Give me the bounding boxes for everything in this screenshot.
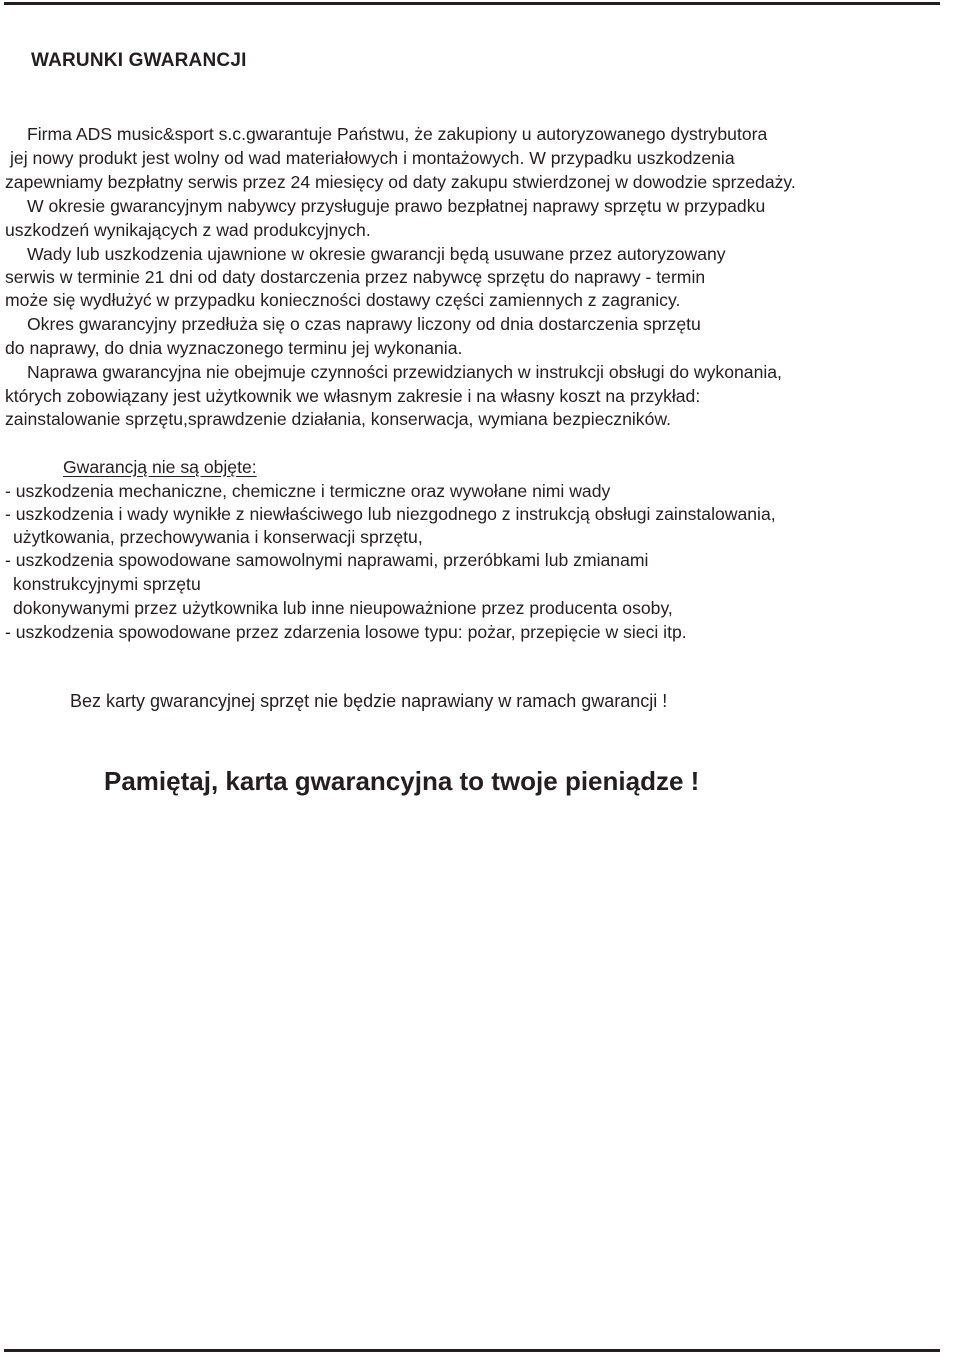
exclusion-item: - uszkodzenia mechaniczne, chemiczne i termiczne oraz wywołane nimi wady bbox=[5, 481, 611, 501]
terms-line: których zobowiązany jest użytkownik we własnym zakresie i na własny koszt na przykład: bbox=[5, 386, 701, 406]
exclusion-item: dokonywanymi przez użytkownika lub inne nieupoważnione przez producenta osoby, bbox=[13, 598, 673, 618]
exclusion-item: - uszkodzenia spowodowane samowolnymi naprawami, przeróbkami lub zmianami bbox=[5, 550, 649, 570]
bottom-rule bbox=[4, 1349, 940, 1352]
terms-line: zapewniamy bezpłatny serwis przez 24 miesięcy od daty zakupu stwierdzonej w dowodzie sprzedaży. bbox=[5, 172, 796, 192]
exclusion-item: konstrukcyjnymi sprzętu bbox=[13, 574, 201, 594]
terms-line: zainstalowanie sprzętu,sprawdzenie działania, konserwacja, wymiana bezpieczników. bbox=[5, 409, 671, 429]
terms-line: Firma ADS music&sport s.c.gwarantuje Państwu, że zakupiony u autoryzowanego dystrybutora bbox=[27, 124, 768, 144]
exclusion-item: - uszkodzenia i wady wynikłe z niewłaściwego lub niezgodnego z instrukcją obsługi zainstalowania, bbox=[5, 504, 776, 524]
terms-line: Okres gwarancyjny przedłuża się o czas naprawy liczony od dnia dostarczenia sprzętu bbox=[27, 314, 701, 334]
warranty-card-notice: Bez karty gwarancyjnej sprzęt nie będzie naprawiany w ramach gwarancji ! bbox=[70, 691, 668, 711]
exclusion-item: - uszkodzenia spowodowane przez zdarzenia losowe typu: pożar, przepięcie w sieci itp. bbox=[5, 622, 687, 642]
reminder-text: Pamiętaj, karta gwarancyjna to twoje pieniądze ! bbox=[104, 766, 700, 796]
terms-line: jej nowy produkt jest wolny od wad materiałowych i montażowych. W przypadku uszkodzenia bbox=[10, 148, 735, 168]
terms-line: Naprawa gwarancyjna nie obejmuje czynności przewidzianych w instrukcji obsługi do wykonania, bbox=[27, 362, 782, 382]
terms-line: serwis w terminie 21 dni od daty dostarczenia przez nabywcę sprzętu do naprawy - termin bbox=[5, 267, 706, 287]
terms-line: W okresie gwarancyjnym nabywcy przysługuje prawo bezpłatnej naprawy sprzętu w przypadku bbox=[27, 196, 766, 216]
terms-line: może się wydłużyć w przypadku konieczności dostawy części zamiennych z zagranicy. bbox=[5, 290, 681, 310]
exclusions-heading: Gwarancją nie są objęte: bbox=[63, 457, 257, 477]
terms-line: Wady lub uszkodzenia ujawnione w okresie gwarancji będą usuwane przez autoryzowany bbox=[27, 244, 726, 264]
terms-line: do naprawy, do dnia wyznaczonego terminu jej wykonania. bbox=[5, 338, 463, 358]
top-rule bbox=[4, 2, 940, 5]
terms-line: uszkodzeń wynikających z wad produkcyjnych. bbox=[5, 220, 371, 240]
page-title: WARUNKI GWARANCJI bbox=[31, 50, 247, 71]
exclusion-item: użytkowania, przechowywania i konserwacji sprzętu, bbox=[13, 527, 423, 547]
